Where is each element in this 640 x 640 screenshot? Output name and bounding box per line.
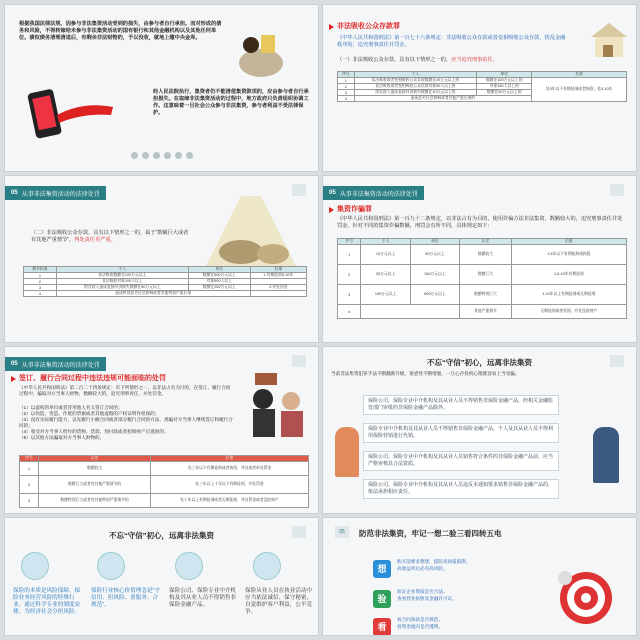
col-header: 序号 — [338, 72, 355, 78]
cell: 造成恶劣社会影响或者其他严重后果的 — [354, 96, 532, 102]
dot[interactable] — [175, 152, 182, 159]
item-lead: （一）非法吸收公众存款，具有以下情形之一的， — [337, 57, 452, 63]
item-emphasis: 应当追究刑事责任。 — [451, 57, 498, 63]
cell — [250, 291, 306, 297]
cell: 3 — [24, 285, 57, 291]
step-text: 购买前要多想想，提防高回报陷阱。 — [397, 559, 471, 564]
section-title: 从事非法集资活动的法律处罚 — [21, 191, 100, 198]
cell: 2.并处罚金 — [250, 285, 306, 291]
man-illustration — [593, 427, 619, 483]
cell: 2 — [24, 279, 57, 285]
slide-title: 不忘“守信”初心，远离非法集资 — [427, 358, 532, 367]
avatar — [97, 552, 125, 580]
slide-5[interactable] — [4, 346, 319, 514]
cell: 2 — [20, 476, 39, 494]
cell: 1 — [20, 462, 39, 476]
slide-subtitle: 当前非法集资犯罪手法不断翻新升级，迷惑性不断增强，一旦心存投机心理就容易上当受骗。 — [331, 371, 520, 376]
cell: 其他严重情节 — [460, 305, 512, 319]
col-header: 序号 — [338, 239, 361, 245]
step-icon-verify: 验 — [373, 590, 391, 608]
cell: 给存款人造成直接经济损失数额在10万元以上的 — [354, 90, 477, 96]
section-subtitle: 集资诈骗罪 — [337, 206, 372, 213]
section-title: 从事非法集资活动的法律处罚 — [21, 362, 100, 369]
table-row — [338, 245, 627, 265]
cell: 无期徒刑或者死刑，并处没收财产 — [511, 305, 626, 319]
table-row — [20, 462, 309, 476]
section-title: 从事非法集资活动的法律处罚 — [339, 191, 418, 198]
slide-2[interactable] — [322, 4, 637, 172]
table-row — [24, 291, 307, 297]
step-text: 高收益背后必有高风险。 — [397, 566, 448, 571]
slide-title: 不忘“守信”初心，远离非法集资 — [109, 531, 214, 540]
slide-6[interactable] — [322, 346, 637, 514]
step-text: 验证企业资质是否合法。 — [397, 589, 448, 594]
info-card: 保险公司、保险专业中介机构及其从业人员违反本通知要求销售非保险金融产品的，依法承担相应责任。 — [363, 479, 559, 499]
cell: 1 — [24, 273, 57, 279]
avatar — [21, 552, 49, 580]
cell: 3 — [338, 90, 355, 96]
cell: 数额巨大 — [460, 265, 512, 285]
column-text: 保险公司、保险专业中介机构及其从业人员不得销售非保险金融产品。 — [169, 588, 237, 608]
cell: 数额特别巨大 — [460, 285, 512, 305]
section-header — [5, 357, 106, 371]
cell: 非法吸收对象100人以上 — [56, 279, 188, 285]
col-header: 单位 — [410, 239, 459, 245]
spotlight-money-illustration — [201, 196, 301, 266]
col-header: 个人 — [56, 267, 188, 273]
info-card: 保险公司、保险专业中介机构及其从业人员不得销售非保险金融产品，经相关金融监管部门审批的非保险金融产品除外。 — [363, 395, 559, 415]
col-header: 序号 — [20, 456, 39, 462]
cell: 3 — [20, 494, 39, 508]
info-card: 保险公司、保险专业中介机构及其从业人员销售符合条件的非保险金融产品前，应当严格审核其合法资质。 — [363, 451, 559, 471]
cell: 3 — [338, 285, 361, 305]
section-header — [323, 186, 424, 200]
slide-1[interactable] — [4, 4, 319, 172]
col-header: 情节标准 — [24, 267, 57, 273]
item-line: （4）收受对方当事人给付的货物、货款、预付款或者担保财产后逃匿的； — [19, 429, 169, 434]
cell: 处3年以下有期徒刑或者拘役；处3-10年 — [532, 78, 627, 102]
fraud-table — [337, 238, 627, 319]
dot[interactable] — [164, 152, 171, 159]
page-number-badge: 05 — [335, 526, 349, 538]
table-row — [20, 476, 309, 494]
dot[interactable] — [131, 152, 138, 159]
cell: 4 — [24, 291, 57, 297]
dot[interactable] — [153, 152, 160, 159]
cell: 1 — [338, 245, 361, 265]
house-illustration — [585, 17, 631, 61]
step-icon-look: 看 — [373, 618, 391, 636]
cell: 造成特别恶劣社会影响或者其他特别严重后果 — [56, 291, 250, 297]
cell: 对象150人以上的 — [477, 84, 532, 90]
column-text: 保险的本质是风险保障，保险业务经营风险的特殊行业，通过科学专业的制度安排，为经济社会分担风险。 — [13, 588, 81, 615]
cell: 数额在500万元以上 — [188, 273, 250, 279]
col-header: 单位 — [477, 72, 532, 78]
cell: 1.10年以上有期徒刑或无期徒刑 — [511, 285, 626, 305]
cell: 处三年以上十年以下有期徒刑，并处罚金 — [150, 476, 308, 494]
info-card: 保险专业中介机构及其从业人员不得销售非保险金融产品，个人及其从业人员不得利用保险营销进行代销。 — [363, 423, 559, 443]
column-text: 保险从业人员在执业活动中应当依法诚信、保守秘密，自觉维护客户利益，公平竞争。 — [245, 588, 313, 615]
law-citation: 《中华人民共和国刑法》第一百七十六条规定：非法吸收公众存款或者变相吸收公众存款，扰乱金融秩序的，追究刑事责任并罚金。 — [337, 35, 566, 48]
cell: 1.5年以下有期徒刑或拘役 — [511, 245, 626, 265]
fraud-person-illustration — [241, 365, 311, 443]
cell: 4 — [338, 305, 361, 319]
page-number-badge — [292, 184, 306, 196]
slide-4[interactable] — [322, 175, 637, 343]
step-text: 查看营业执照及金融许可证。 — [397, 596, 457, 601]
bullet-arrow-icon — [329, 24, 334, 30]
penalty-table — [19, 455, 309, 508]
bullet-arrow-icon — [329, 207, 334, 213]
cell: 给存款人造成直接经济损失数额在50万元以上 — [56, 285, 188, 291]
step-icon-think: 想 — [373, 560, 391, 578]
cell: 非法吸收或者变相吸收公众存款对象30人以上的 — [354, 84, 477, 90]
cell: 2 — [338, 265, 361, 285]
slide1-paragraph-1: 根据我国法律法规，因参与非法集资活动受到的损失，由参与者自行承担。而对形成的债务和风险，不得转嫁给未参与非法集资活动的国有银行和其他金融机构以及其他任何单位。债权债务清理清退后，有剩余非法财物的，予以没收，就地上缴中央金库。 — [19, 21, 222, 41]
table-row — [338, 305, 627, 319]
cell: 处三年以下有期徒刑或者拘役，并处或者单处罚金 — [150, 462, 308, 476]
step-text: 看资金流向是否透明。 — [397, 624, 443, 629]
law-citation: 《中华人民共和国刑法》第二百二十四条规定：有下列情形之一，以非法占有为目的，在签订、履行合同过程中，骗取对方当事人财物，数额较大的，追究刑事责任，并处罚金。 — [19, 385, 231, 396]
section-number: 05 — [329, 190, 336, 196]
section-number: 05 — [11, 190, 18, 196]
cell: 1 — [338, 78, 355, 84]
cell: 1.有期徒刑3-10年 — [250, 273, 306, 279]
cell: 对象500人以上 — [188, 279, 250, 285]
col-header: 个人 — [354, 72, 477, 78]
target-illustration — [551, 560, 621, 630]
table-row — [338, 285, 627, 305]
section-title: 非法吸收公众存款罪 — [337, 23, 400, 30]
cell: 150万元以上 — [410, 265, 459, 285]
item-line: （2）以伪造、变造、作废的票据或者其他虚假的产权证明作担保的； — [19, 411, 160, 416]
cell: 50万元以上 — [410, 245, 459, 265]
avatar — [253, 552, 281, 580]
cell — [361, 305, 460, 319]
cell: 30万元以上 — [361, 265, 410, 285]
step-text: 看合同条款是否规范。 — [397, 617, 443, 622]
item-text — [337, 57, 577, 64]
bullet-arrow-icon — [11, 376, 16, 382]
cell: 1.5-10年有期徒刑 — [511, 265, 626, 285]
item-text — [31, 230, 191, 244]
slide-3[interactable] — [4, 175, 319, 343]
slide-8[interactable] — [322, 517, 637, 636]
section-subtitle: 签订、履行合同过程中违法违规可能面临的处罚 — [19, 375, 166, 382]
section-header — [5, 186, 106, 200]
dot[interactable] — [186, 152, 193, 159]
woman-illustration — [335, 427, 359, 477]
col-header: 认定 — [39, 456, 151, 462]
cell: 数额巨大或者有其他严重情节的 — [39, 476, 151, 494]
phone-scam-illustration — [23, 81, 123, 151]
col-header: 后果 — [250, 267, 306, 273]
col-header: 个人 — [361, 239, 410, 245]
law-citation: 《中华人民共和国刑法》第一百九十二条规定，以非法占有为目的，使用诈骗方法非法集资，数额较大的，追究刑事责任并处罚金。针对不同的集资诈骗数额，刑罚会有所不同，具体规定如下： — [337, 216, 623, 229]
page-number-badge — [610, 184, 624, 196]
cell: 非法吸收数额在100万元以上 — [56, 273, 188, 279]
cell: 数额在250万元以上 — [188, 285, 250, 291]
cell: 10万元以上 — [361, 245, 410, 265]
column-text: 保险行业核心价值理念是“守信用、担风险、重服务、合规范”。 — [91, 588, 160, 608]
section-number: 05 — [11, 361, 18, 367]
cell: 100万元以上 — [361, 285, 410, 305]
cell: 数额较大 — [460, 245, 512, 265]
col-header: 单位 — [188, 267, 250, 273]
item-line: （3）没有实际履行能力，以先履行小额合同或者部分履行合同的方法，诱骗对方当事人继续签订和履行合同的； — [19, 417, 233, 428]
cell: 数额在50万元以上的 — [477, 90, 532, 96]
avatar — [175, 552, 203, 580]
item-emphasis: 判处责任更严重。 — [74, 237, 116, 243]
money-bag-illustration — [231, 27, 289, 79]
col-header: 后果 — [511, 239, 626, 245]
criteria-table — [337, 71, 627, 102]
item-line: （5）以其他方法骗取对方当事人财物的。 — [19, 435, 105, 440]
cell: 数额在100万元以上的 — [477, 78, 532, 84]
cell: 数额较大 — [39, 462, 151, 476]
item-line: （1）以虚构的单位或者冒用他人名义签订合同的； — [19, 405, 123, 410]
slide-title: 防范非法集资，牢记一想二验三看四转五电 — [359, 529, 502, 538]
cell: 4 — [338, 96, 355, 102]
cell: 非法吸收或者变相吸收公众存款数额在20万元以上的 — [354, 78, 477, 84]
col-header: 后果 — [532, 72, 627, 78]
pagination-dots — [131, 152, 193, 159]
col-header: 后果 — [150, 456, 308, 462]
slide-7[interactable] — [4, 517, 319, 636]
slide1-paragraph-2: 经人民法院执行，集资者仍不能清偿集资款项的，应由参与者自行承担损失。在取缔非法集资活动的过程中，地方政府只负责组织协调工作。这意味着一旦社会公众参与非法集资，参与者利益不受法律保护。 — [153, 89, 309, 116]
criteria-table — [23, 266, 307, 297]
dot[interactable] — [142, 152, 149, 159]
table-row — [20, 494, 309, 508]
col-header: 认定 — [460, 239, 512, 245]
cell: 500万元以上 — [410, 285, 459, 305]
cell: 数额特别巨大或者有其他特别严重情节的 — [39, 494, 151, 508]
cell: 2 — [338, 84, 355, 90]
item-lead: （二）非法吸收公众存款，具有以下情形之一的，属于“数额巨大或者有其他严重情节”， — [31, 230, 189, 243]
table-row — [338, 265, 627, 285]
cell: 处十年以上有期徒刑或者无期徒刑，并处罚金或者没收财产 — [150, 494, 308, 508]
